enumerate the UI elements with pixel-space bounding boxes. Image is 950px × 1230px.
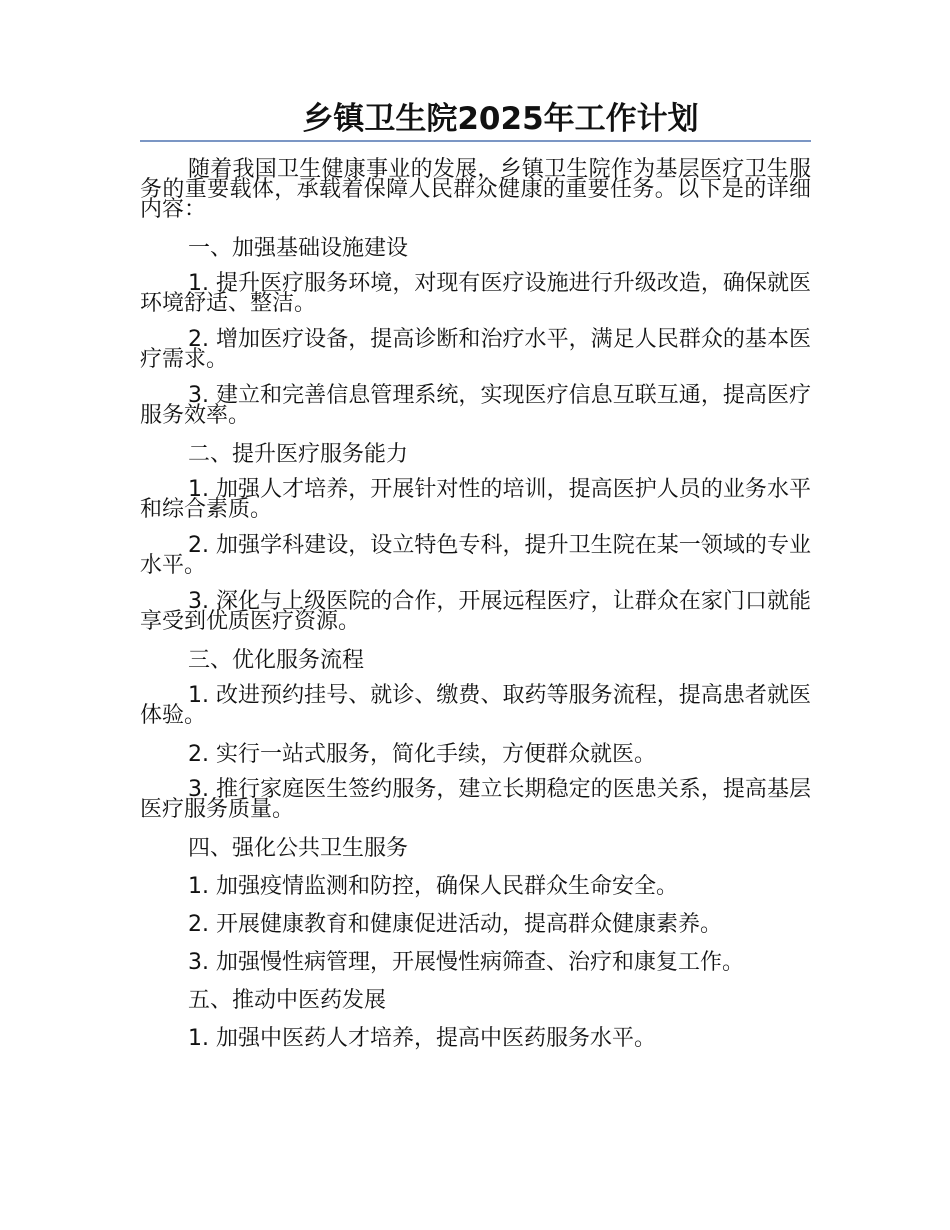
section-heading: 二、提升医疗服务能力: [188, 442, 409, 467]
list-item: 2. 开展健康教育和健康促进活动，提高群众健康素养。: [188, 912, 722, 937]
section-5: [140, 988, 811, 1052]
document-page: [140, 100, 811, 1064]
list-item: 3. 加强慢性病管理，开展慢性病筛查、治疗和康复工作。: [188, 950, 744, 975]
list-item: 2. 实行一站式服务，简化手续，方便群众就医。: [188, 742, 656, 767]
list-item: 1. 改进预约挂号、就诊、缴费、取药等服务流程，提高患者就医体验。: [140, 683, 811, 728]
list-item: 1. 加强人才培养，开展针对性的培训，提高医护人员的业务水平和综合素质。: [140, 477, 811, 522]
list-item: 1. 提升医疗服务环境，对现有医疗设施进行升级改造，确保就医环境舒适、整洁。: [140, 271, 811, 316]
section-heading: 五、推动中医药发展: [188, 988, 387, 1013]
list-item: 3. 推行家庭医生签约服务，建立长期稳定的医患关系，提高基层医疗服务质量。: [140, 777, 811, 822]
section-3: [140, 648, 811, 820]
list-item: 3. 深化与上级医院的合作，开展远程医疗，让群众在家门口就能享受到优质医疗资源。: [140, 589, 811, 634]
section-4: [140, 836, 811, 976]
list-item: 1. 加强疫情监测和防控，确保人民群众生命安全。: [188, 874, 678, 899]
list-item: 2. 增加医疗设备，提高诊断和治疗水平，满足人民群众的基本医疗需求。: [140, 327, 811, 372]
intro-paragraph: 随着我国卫生健康事业的发展，乡镇卫生院作为基层医疗卫生服务的重要载体，承载着保障人民群众健康的重要任务。以下是的详细内容：: [140, 157, 811, 222]
section-2: [140, 442, 811, 632]
section-1: [140, 236, 811, 426]
section-heading: 一、加强基础设施建设: [188, 236, 409, 261]
document-title: 乡镇卫生院2025年工作计划: [302, 101, 699, 137]
list-item: 2. 加强学科建设，设立特色专科，提升卫生院在某一领域的专业水平。: [140, 533, 811, 578]
section-heading: 三、优化服务流程: [188, 648, 365, 673]
list-item: 3. 建立和完善信息管理系统，实现医疗信息互联互通，提高医疗服务效率。: [140, 383, 811, 428]
title-area: [140, 100, 811, 142]
list-item: 1. 加强中医药人才培养，提高中医药服务水平。: [188, 1026, 656, 1051]
section-heading: 四、强化公共卫生服务: [188, 836, 409, 861]
